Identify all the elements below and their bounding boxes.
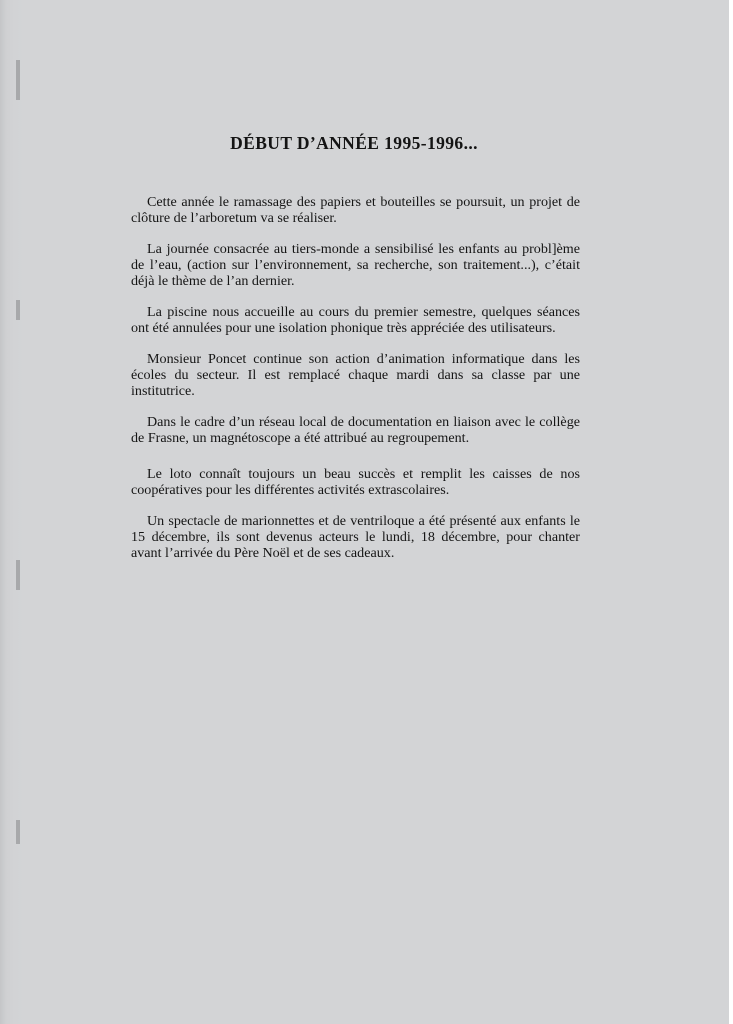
paragraph-swimming-pool: La piscine nous accueille au cours du premier semestre, quelques séances ont été annulées pour une isolation phonique très appréciée des utilisateurs. bbox=[131, 304, 580, 336]
document-body bbox=[131, 194, 580, 576]
binding-mark bbox=[16, 300, 20, 320]
paragraph-third-world: La journée consacrée au tiers-monde a sensibilisé les enfants au probl]ème de l’eau, (action sur l’environnement, sa recherche, son traitement...), c’était déjà le thème de l’an dernier. bbox=[131, 241, 580, 289]
binding-mark bbox=[16, 560, 20, 590]
paragraph-show: Un spectacle de marionnettes et de ventriloque a été présenté aux enfants le 15 décembre, ils sont devenus acteurs le lundi, 18 décembre, pour chanter avant l’arrivée du Père Noël et de ses cadeaux. bbox=[131, 513, 580, 561]
binding-mark bbox=[16, 820, 20, 844]
page-title: DÉBUT D’ANNÉE 1995-1996... bbox=[230, 133, 478, 153]
paragraph-recycling: Cette année le ramassage des papiers et bouteilles se poursuit, un projet de clôture de l’arboretum va se réaliser. bbox=[131, 194, 580, 226]
paragraph-documentation: Dans le cadre d’un réseau local de documentation en liaison avec le collège de Frasne, un magnétoscope a été attribué au regroupement. bbox=[131, 414, 580, 446]
paragraph-computing: Monsieur Poncet continue son action d’animation informatique dans les écoles du secteur. Il est remplacé chaque mardi dans sa classe par une institutrice. bbox=[131, 351, 580, 399]
binding-mark bbox=[16, 60, 20, 100]
paragraph-loto: Le loto connaît toujours un beau succès et remplit les caisses de nos coopératives pour les différentes activités extrascolaires. bbox=[131, 466, 580, 498]
